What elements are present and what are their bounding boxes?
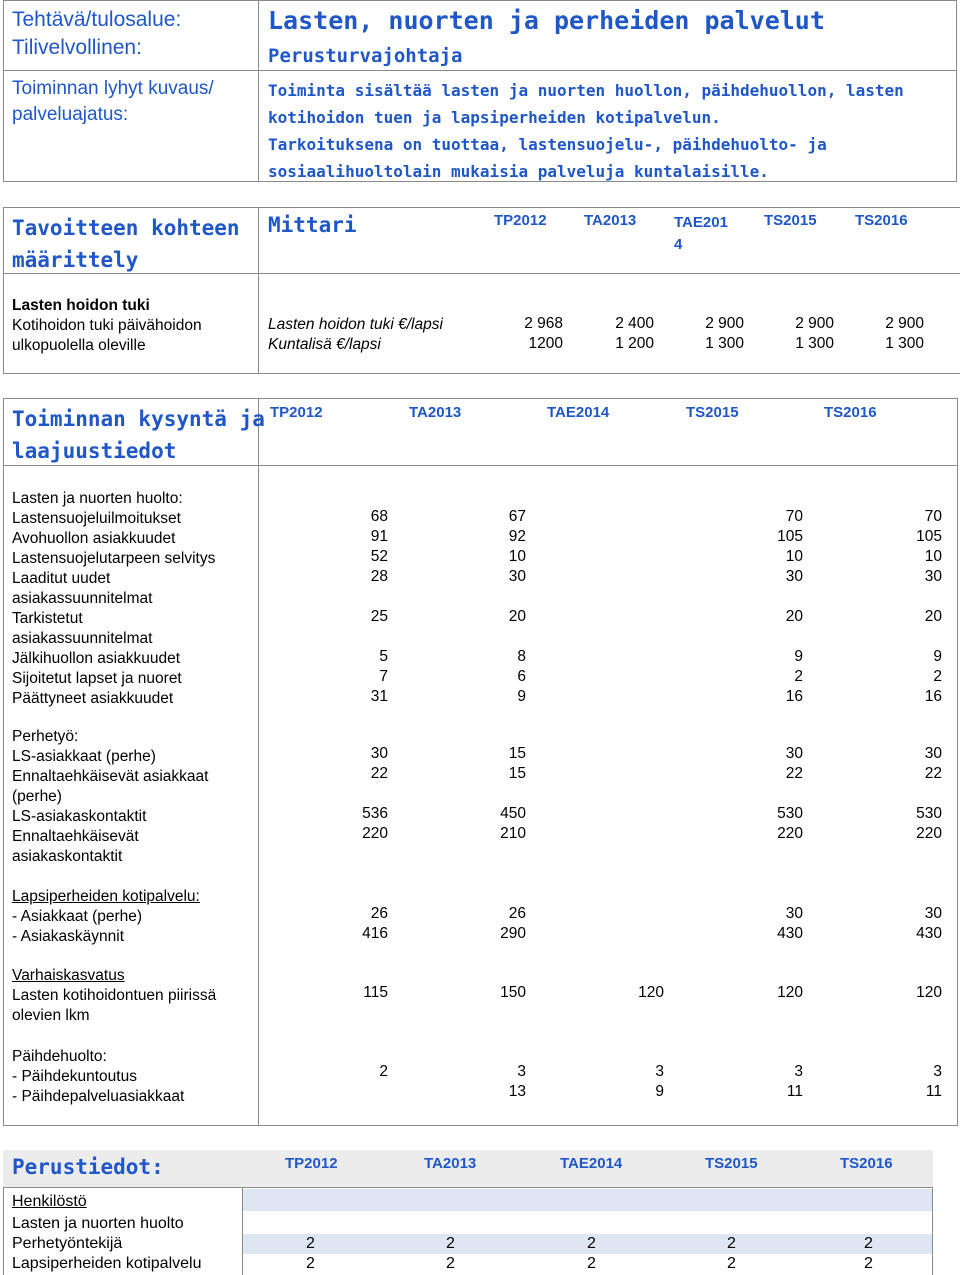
goal-values-tp2012: 2 968 1200 xyxy=(524,315,563,352)
activity-year-ts2015: TS2015 xyxy=(686,404,739,421)
task-area-label: Tehtävä/tulosalue: Tilivelvollinen: xyxy=(12,8,182,59)
col-ta2013: 15 15 450 210 xyxy=(500,745,526,842)
col-tae2014: 120 xyxy=(638,984,664,1001)
goals-year-tp2012: TP2012 xyxy=(494,212,547,229)
goals-year-ts2015: TS2015 xyxy=(764,212,817,229)
basic-value: 2 xyxy=(587,1235,596,1252)
col-tp2012: 2 xyxy=(379,1063,388,1080)
activity-year-tae2014: TAE2014 xyxy=(547,404,610,421)
col-ts2015: 3 11 xyxy=(786,1063,803,1100)
basic-row-band xyxy=(243,1189,932,1211)
info-divider xyxy=(258,0,259,182)
goals-year-ta2013: TA2013 xyxy=(584,212,637,229)
col-tp2012: 26 416 xyxy=(362,905,388,942)
goal-target: Lasten hoidon tuki Kotihoidon tuki päivähoidon ulkopuolella oleville xyxy=(12,297,202,354)
basic-year-ta2013: TA2013 xyxy=(424,1155,477,1172)
basic-value: 2 xyxy=(446,1235,455,1252)
goal-values-ta2013: 2 400 1 200 xyxy=(615,315,654,352)
col-ts2016: 30 22 530 220 xyxy=(916,745,942,842)
col-ts2016: 30 430 xyxy=(916,905,942,942)
basic-row-kotipalvelu: Lapsiperheiden kotipalvelu xyxy=(12,1255,202,1272)
page-title: Lasten, nuorten ja perheiden palvelut xyxy=(268,6,825,35)
col-ts2016: 3 11 xyxy=(925,1063,942,1100)
col-ta2013: 3 13 xyxy=(508,1063,526,1100)
col-ts2016: 120 xyxy=(916,984,942,1001)
metric-heading: Mittari xyxy=(268,213,357,237)
goal-metrics: Lasten hoidon tuki €/lapsi Kuntalisä €/lapsi xyxy=(268,316,443,353)
basic-row-perhetyontekija: Perhetyöntekijä xyxy=(12,1235,123,1252)
basic-heading: Perustiedot: xyxy=(12,1155,164,1179)
col-ts2015: 30 430 xyxy=(777,905,803,942)
basic-col-divider xyxy=(242,1187,243,1275)
group-labels: LS-asiakkaat (perhe) Ennaltaehkäisevät asiakkaat (perhe) LS-asiakaskontaktit Ennaltaehkäisevät asiakaskontaktit xyxy=(12,748,209,865)
col-ta2013: 67 92 10 30 20 8 6 9 xyxy=(508,508,526,705)
basic-value: 2 xyxy=(306,1235,315,1252)
col-ts2015: 30 22 530 220 xyxy=(777,745,803,842)
basic-row-henkilosto: Henkilöstö xyxy=(12,1193,87,1210)
activity-heading: Toiminnan kysyntä ja laajuustiedot xyxy=(12,407,265,463)
basic-year-tae2014: TAE2014 xyxy=(560,1155,623,1172)
group-labels: Lasten kotihoidontuen piirissä olevien lkm xyxy=(12,987,217,1024)
activity-year-tp2012: TP2012 xyxy=(270,404,323,421)
activity-year-ts2016: TS2016 xyxy=(824,404,877,421)
basic-value: 2 xyxy=(306,1255,315,1272)
activity-col-divider xyxy=(258,398,259,1126)
col-tp2012: 115 xyxy=(363,984,388,1001)
basic-row-lnh: Lasten ja nuorten huolto xyxy=(12,1215,184,1232)
goals-col-divider xyxy=(258,207,259,374)
goal-values-ts2015: 2 900 1 300 xyxy=(795,315,834,352)
description-label: Toiminnan lyhyt kuvaus/ palveluajatus: xyxy=(12,78,214,125)
basic-value: 2 xyxy=(727,1235,736,1252)
col-tae2014: 3 9 xyxy=(655,1063,664,1100)
basic-value: 2 xyxy=(446,1255,455,1272)
basic-value: 2 xyxy=(587,1255,596,1272)
goal-values-tae2014: 2 900 1 300 xyxy=(705,315,744,352)
basic-value: 2 xyxy=(864,1255,873,1272)
group-title: Päihdehuolto: xyxy=(12,1048,107,1065)
description-text: Toiminta sisältää lasten ja nuorten huollon, päihdehuollon, lasten kotihoidon tuen ja lapsiperheiden kotipalvelun. Tarkoituksena on tuottaa, lastensuojelu-, päihdehuolto- ja sosiaalihuoltolain mukaisia palveluja kuntalaisille. xyxy=(268,81,904,181)
col-tp2012: 68 91 52 28 25 5 7 31 xyxy=(370,508,388,705)
group-title: Perhetyö: xyxy=(12,728,79,745)
goals-year-tae2014: TAE201 4 xyxy=(674,214,728,253)
col-ta2013: 26 290 xyxy=(500,905,526,942)
basic-year-ts2015: TS2015 xyxy=(705,1155,758,1172)
group-title: Lapsiperheiden kotipalvelu: xyxy=(12,888,200,905)
basic-value: 2 xyxy=(727,1255,736,1272)
col-ts2016: 70 105 10 30 20 9 2 16 xyxy=(916,508,942,705)
basic-value: 2 xyxy=(864,1235,873,1252)
col-ts2015: 120 xyxy=(777,984,803,1001)
col-ts2015: 70 105 10 30 20 9 2 16 xyxy=(777,508,803,705)
goals-heading: Tavoitteen kohteen määrittely xyxy=(12,216,240,272)
group-labels: - Päihdekuntoutus - Päihdepalveluasiakkaat xyxy=(12,1068,185,1105)
info-row-divider xyxy=(3,70,957,71)
goal-values-ts2016: 2 900 1 300 xyxy=(885,315,924,352)
col-tp2012: 30 22 536 220 xyxy=(362,745,388,842)
group-title: Varhaiskasvatus xyxy=(12,967,125,984)
group-title: Lasten ja nuorten huolto: xyxy=(12,490,183,507)
activity-year-ta2013: TA2013 xyxy=(409,404,462,421)
col-ta2013: 150 xyxy=(500,984,526,1001)
goals-year-ts2016: TS2016 xyxy=(855,212,908,229)
responsible-person: Perusturvajohtaja xyxy=(268,45,463,67)
basic-year-ts2016: TS2016 xyxy=(840,1155,893,1172)
basic-year-tp2012: TP2012 xyxy=(285,1155,338,1172)
group-labels: - Asiakkaat (perhe) - Asiakaskäynnit xyxy=(12,908,143,945)
group-labels: Lastensuojeluilmoitukset Avohuollon asiakkuudet Lastensuojelutarpeen selvitys Laaditut uudet asiakassuunnitelmat Tarkistetut asiakassuunnitelmat Jälkihuollon asiakkuudet Sijoitetut lapset ja nuoret Päättyneet asiakkuudet xyxy=(12,510,216,707)
